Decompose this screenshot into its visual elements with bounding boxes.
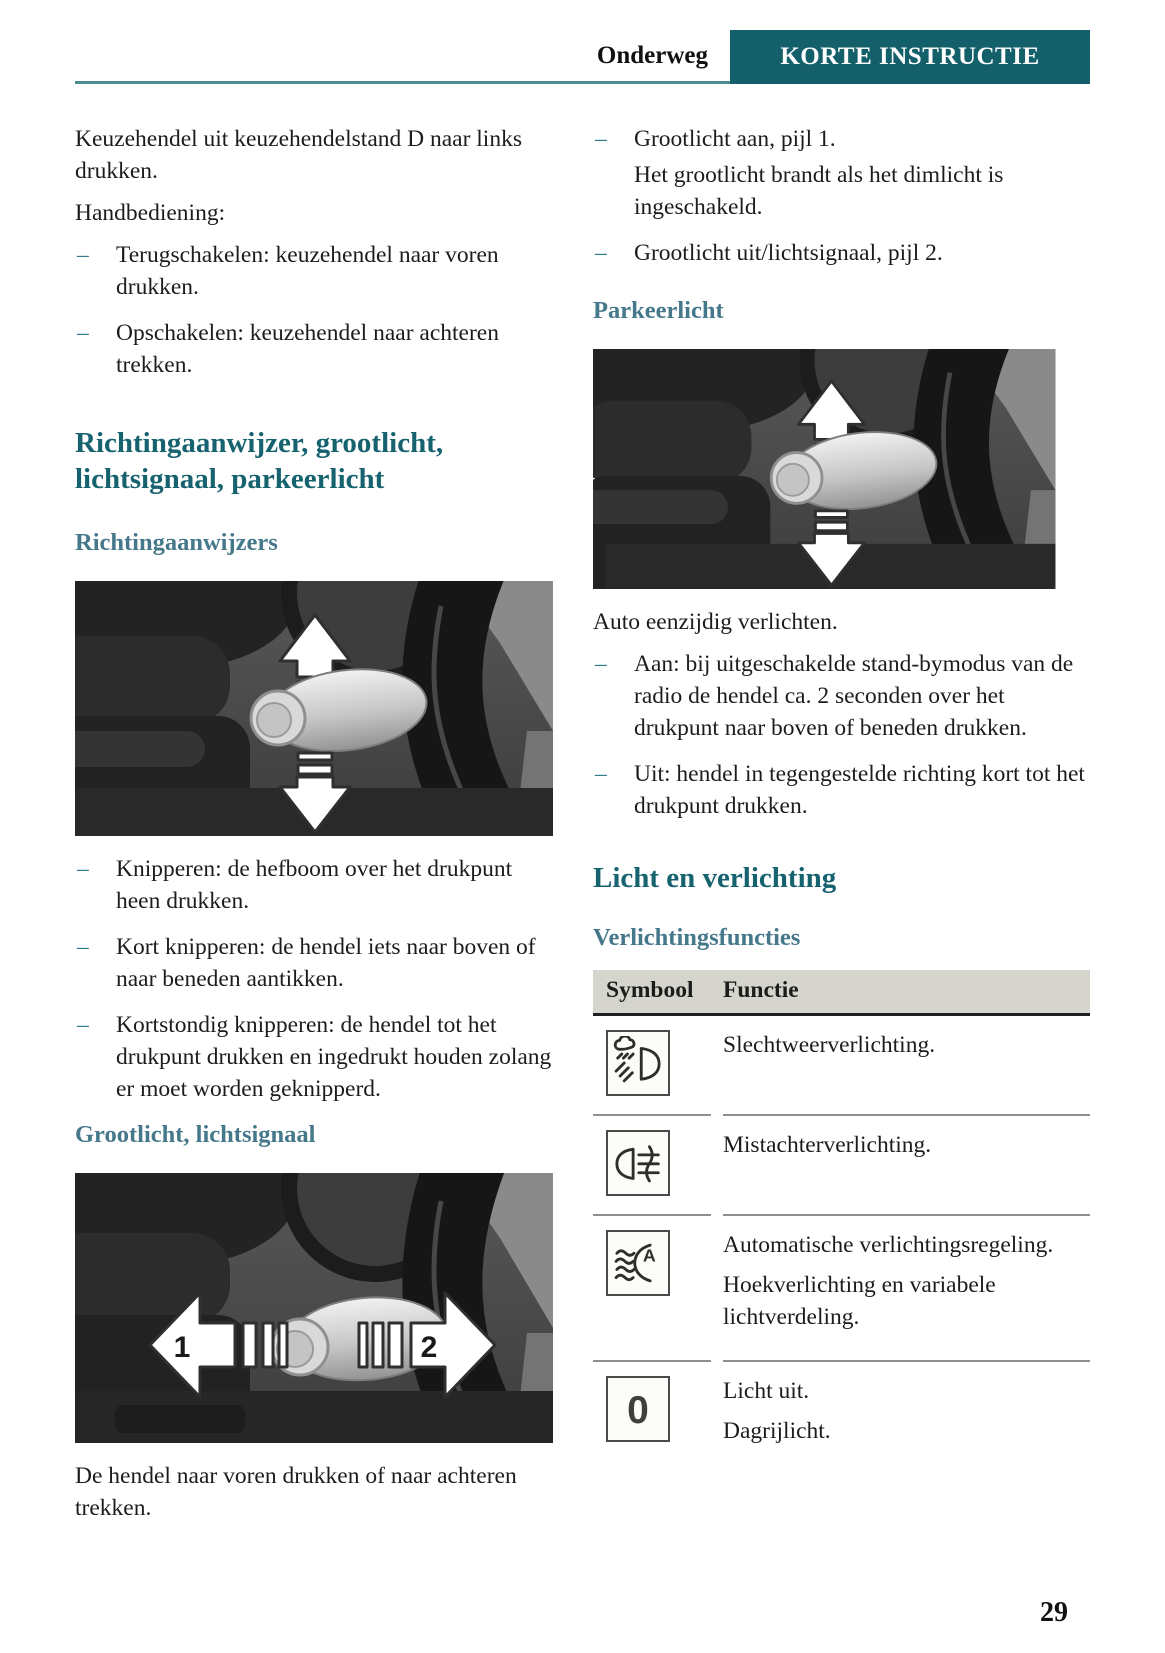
column-header-functie: Functie: [723, 977, 799, 1004]
section-heading-licht: Licht en verlichting: [593, 861, 837, 894]
page-number: 29: [1040, 1597, 1068, 1628]
table-row: [593, 1114, 1090, 1214]
column-header-symbool: Symbool: [606, 977, 694, 1004]
bad-weather-light-icon: [606, 1030, 670, 1096]
manual-mode-label: Handbediening:: [75, 199, 226, 226]
subheading-parkeerlicht: Parkeerlicht: [593, 296, 724, 324]
intro-paragraph: Keuzehendel uit keuzehendelstand D naar links drukken.: [75, 126, 522, 184]
auto-light-letter: A: [642, 1245, 656, 1266]
list-item: – Kort knipperen: de hendel iets naar boven of naar beneden aantikken.: [75, 932, 553, 996]
light-off-zero: 0: [627, 1388, 649, 1432]
list-item: – Terugschakelen: keuzehendel naar voren drukken.: [75, 240, 553, 304]
table-row: [593, 1360, 1090, 1474]
function-text: Mistachterverlichting.: [723, 1132, 932, 1159]
list-item: – Aan: bij uitgeschakelde stand-bymodus van de radio de hendel ca. 2 seconden over het drukpunt naar boven of beneden drukken.: [593, 649, 1090, 745]
list-item: – Uit: hendel in tegengestelde richting kort tot het drukpunt drukken.: [593, 759, 1090, 823]
list-item-subtext: Het grootlicht brandt als het dimlicht is ingeschakeld.: [634, 161, 1004, 220]
lighting-functions-table: [593, 970, 1090, 1474]
subheading-richtingaanwijzers: Richtingaanwijzers: [75, 528, 278, 556]
function-text: Slechtweerverlichting.: [723, 1032, 936, 1059]
figure-highbeam-stalk: [75, 1173, 553, 1443]
highbeam-list: [593, 124, 1090, 270]
light-off-icon: [606, 1376, 670, 1442]
table-header-row: [593, 970, 1090, 1016]
chapter-tab-label: KORTE INSTRUCTIE: [780, 43, 1040, 70]
indicator-stalk-photo: [75, 581, 553, 836]
chapter-tab: [730, 30, 1090, 84]
function-text: Hoekverlichting en variabele lichtverdeling.: [723, 1272, 996, 1331]
list-item: – Grootlicht uit/lichtsignaal, pijl 2.: [593, 238, 1090, 270]
page-header: [75, 0, 1090, 84]
figure-parkinglight-stalk: [593, 349, 1090, 589]
manual-shift-list: [75, 240, 553, 382]
rear-fog-light-icon: [606, 1130, 670, 1196]
function-text: Automatische verlichtingsregeling.: [723, 1232, 1054, 1259]
parkinglight-stalk-photo: [593, 349, 1068, 589]
list-item: [593, 124, 1090, 224]
indicator-usage-list: [75, 854, 553, 1106]
automatic-light-control-icon: [606, 1230, 670, 1296]
left-column: [75, 124, 553, 1535]
table-row: [593, 1016, 1090, 1114]
highbeam-stalk-photo: [75, 1173, 553, 1443]
subheading-grootlicht: Grootlicht, lichtsignaal: [75, 1120, 316, 1148]
function-text: Licht uit.: [723, 1378, 810, 1405]
list-item: – Kortstondig knipperen: de hendel tot het drukpunt drukken en ingedrukt houden zolang er moet worden geknipperd.: [75, 1010, 553, 1106]
parkinglight-list: [593, 649, 1090, 823]
list-item: – Opschakelen: keuzehendel naar achteren trekken.: [75, 318, 553, 382]
figure-caption: De hendel naar voren drukken of naar achteren trekken.: [75, 1463, 517, 1521]
right-column: [593, 124, 1090, 1535]
figure-indicator-stalk: [75, 581, 553, 836]
section-title: Onderweg: [596, 42, 708, 69]
section-heading-indicators: Richtingaanwijzer, grootlicht, lichtsignaal, parkeerlicht: [75, 426, 444, 495]
function-text: Dagrijlicht.: [723, 1418, 831, 1445]
list-item: – Knipperen: de hefboom over het drukpunt heen drukken.: [75, 854, 553, 918]
parkinglight-intro: Auto eenzijdig verlichten.: [593, 609, 838, 636]
table-row: [593, 1214, 1090, 1360]
content-columns: [75, 124, 1090, 1535]
subheading-verlichtingsfuncties: Verlichtingsfuncties: [593, 923, 801, 951]
list-item-text: Grootlicht aan, pijl 1.: [634, 126, 836, 152]
